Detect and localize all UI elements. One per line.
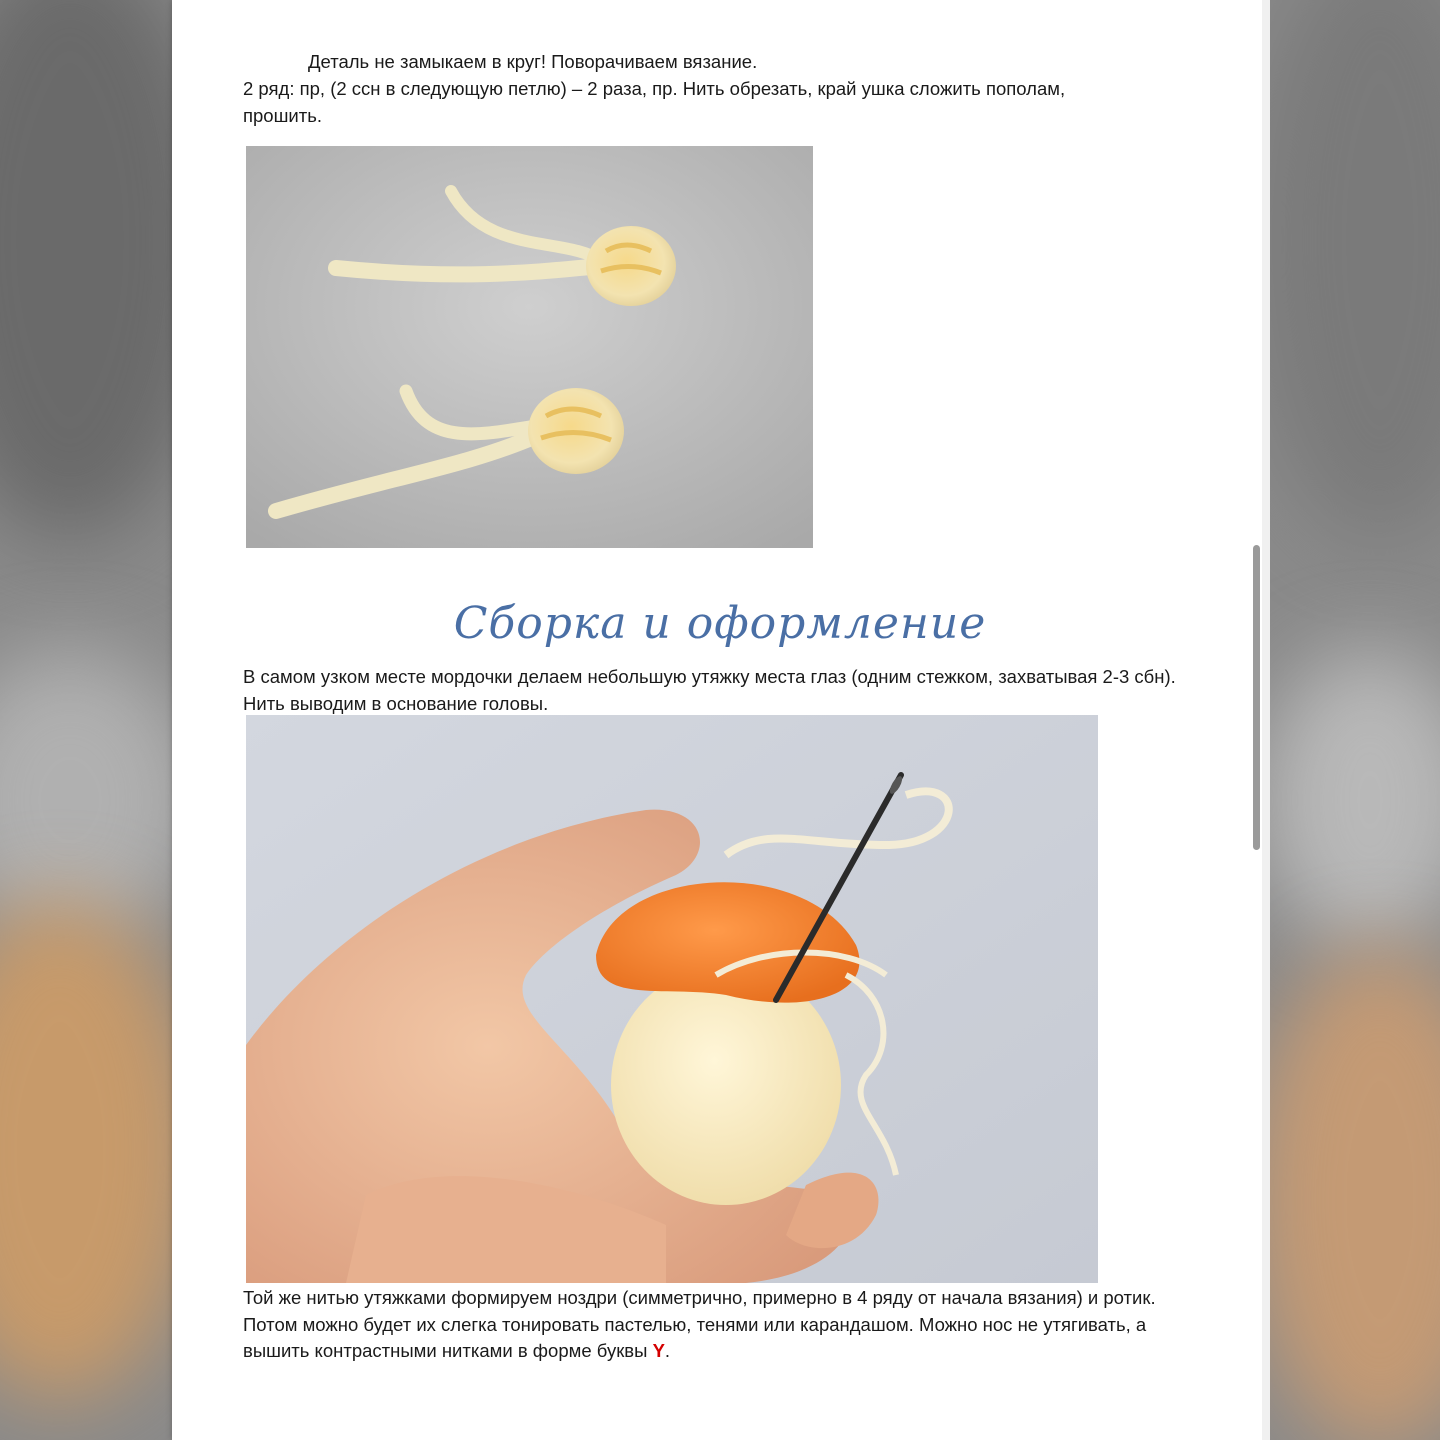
paragraph-2: 2 ряд: пр, (2 ссн в следующую петлю) – 2 раза, пр. Нить обрезать, край ушка сложить пополам, прошить.	[243, 78, 1066, 126]
section-title: Сборка и оформление	[453, 598, 987, 649]
letter-y-highlight: Y	[652, 1340, 665, 1361]
scroll-track[interactable]	[1262, 0, 1270, 1440]
photo-head-with-needle	[246, 715, 1098, 1283]
paragraph-4-end: .	[664, 1340, 671, 1361]
paragraph-3: В самом узком месте мордочки делаем небольшую утяжку места глаз (одним стежком, захватывая 2-3 сбн). Нить выводим в основание головы.	[243, 666, 1176, 714]
photo-crocheted-ears	[246, 146, 813, 548]
scrollbar-thumb[interactable]	[1253, 545, 1260, 850]
paragraph-1: Деталь не замыкаем в круг! Поворачиваем вязание.	[308, 51, 758, 72]
paragraph-4	[243, 1285, 1183, 1365]
paragraph-4-text: Той же нитью утяжками формируем ноздри (симметрично, примерно в 4 ряду от начала вязания) и ротик. Потом можно будет их слегка тонировать пастелью, тенями или карандашом. Можно нос не утягивать, а вышить контрастными нитками в форме буквы	[243, 1287, 1156, 1361]
